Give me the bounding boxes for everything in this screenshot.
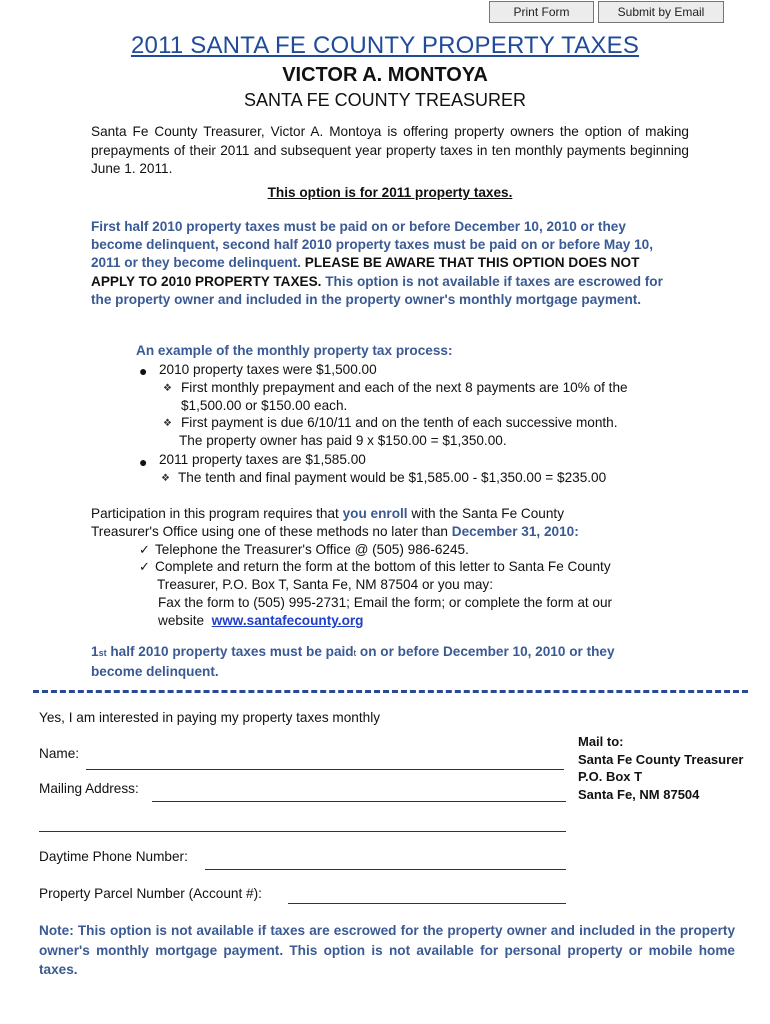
daytime-phone-field[interactable] <box>205 868 566 870</box>
method-mail: Treasurer, P.O. Box T, Santa Fe, NM 87504 or you may: <box>157 577 493 592</box>
example-heading: An example of the monthly property tax process: <box>136 343 453 358</box>
participation-line: Treasurer's Office using one of these methods no later than December 31, 2010: <box>91 524 579 539</box>
name-field[interactable] <box>86 768 564 770</box>
mailing-address-line2-field[interactable] <box>39 830 566 832</box>
bullet-icon: ● <box>139 363 148 379</box>
diamond-bullet-icon: ❖ <box>161 473 170 484</box>
daytime-phone-label: Daytime Phone Number: <box>39 849 188 864</box>
intro-paragraph: Santa Fe County Treasurer, Victor A. Montoya is offering property owners the option of making prepayments of their 2011 and subsequent year property taxes in ten monthly payments beginning June 1. 2011. <box>91 124 689 176</box>
participation-line: Participation in this program requires that you enroll with the Santa Fe County <box>91 506 564 521</box>
diamond-bullet-icon: ❖ <box>163 418 172 429</box>
print-form-button[interactable]: Print Form <box>489 1 594 23</box>
example-2011-taxes: 2011 property taxes are $1,585.00 <box>159 452 366 467</box>
method-fax-email: Fax the form to (505) 995-2731; Email the form; or complete the form at our <box>158 595 613 610</box>
example-due-line: First payment is due 6/10/11 and on the tenth of each successive month. <box>181 415 618 430</box>
treasurer-name: VICTOR A. MONTOYA <box>282 64 488 86</box>
mail-to-heading: Mail to: <box>578 734 624 749</box>
bullet-icon: ● <box>139 454 148 470</box>
diamond-bullet-icon: ❖ <box>163 383 172 394</box>
interest-statement: Yes, I am interested in paying my property taxes monthly <box>39 710 381 725</box>
warning-escrow: This option is not available if taxes are escrowed for the property owner and included in the property owner's monthly mortgage payment. <box>91 273 663 307</box>
method-website: website www.santafecounty.org <box>158 613 364 628</box>
check-icon: ✓ <box>139 559 150 574</box>
example-due-line: The property owner has paid 9 x $150.00 = $1,350.00. <box>179 433 507 448</box>
check-icon: ✓ <box>139 542 150 557</box>
escrow-note: Note: This option is not available if taxes are escrowed for the property owner and included in the property owner's monthly mortgage payment. This option is not available for personal property or mobile home taxes. <box>39 923 735 977</box>
mailing-address-field[interactable] <box>152 800 566 802</box>
mail-to-line: Santa Fe, NM 87504 <box>578 786 700 802</box>
method-mail: Complete and return the form at the bottom of this letter to Santa Fe County <box>155 559 611 574</box>
delinquency-warning <box>91 218 676 309</box>
parcel-number-label: Property Parcel Number (Account #): <box>39 886 262 901</box>
treasurer-role: SANTA FE COUNTY TREASURER <box>243 90 527 110</box>
page-title: 2011 SANTA FE COUNTY PROPERTY TAXES <box>130 32 640 59</box>
option-year-note: This option is for 2011 property taxes. <box>267 185 513 200</box>
website-link[interactable]: www.santafecounty.org <box>211 613 364 628</box>
method-telephone: Telephone the Treasurer's Office @ (505) 986-6245. <box>155 542 469 557</box>
example-payment-line: $1,500.00 or $150.00 each. <box>181 398 348 413</box>
mailing-address-label: Mailing Address: <box>39 781 139 796</box>
deadline-notice: 1st half 2010 property taxes must be paidt on or before December 10, 2010 or they become delinquent. <box>91 644 615 679</box>
mail-to-line: P.O. Box T <box>578 769 643 784</box>
parcel-number-field[interactable] <box>288 902 566 904</box>
mail-to-address <box>578 733 743 803</box>
example-payment-line: First monthly prepayment and each of the next 8 payments are 10% of the <box>181 380 628 395</box>
submit-by-email-button[interactable]: Submit by Email <box>598 1 724 23</box>
warning-dates: First half 2010 property taxes must be paid on or before December 10, 2010 or they become delinquent, second half 2010 property taxes must be paid on or before May 10, 2011 or they become delinquent. <box>91 219 654 271</box>
name-label: Name: <box>39 746 80 761</box>
warning-not-apply: PLEASE BE AWARE THAT THIS OPTION DOES NOT APPLY TO 2010 PROPERTY TAXES. <box>91 255 640 289</box>
example-2010-taxes: 2010 property taxes were $1,500.00 <box>159 362 377 377</box>
cut-line-divider <box>33 690 748 693</box>
example-final-payment: The tenth and final payment would be $1,585.00 - $1,350.00 = $235.00 <box>178 470 607 485</box>
mail-to-line: Santa Fe County Treasurer <box>578 751 744 767</box>
